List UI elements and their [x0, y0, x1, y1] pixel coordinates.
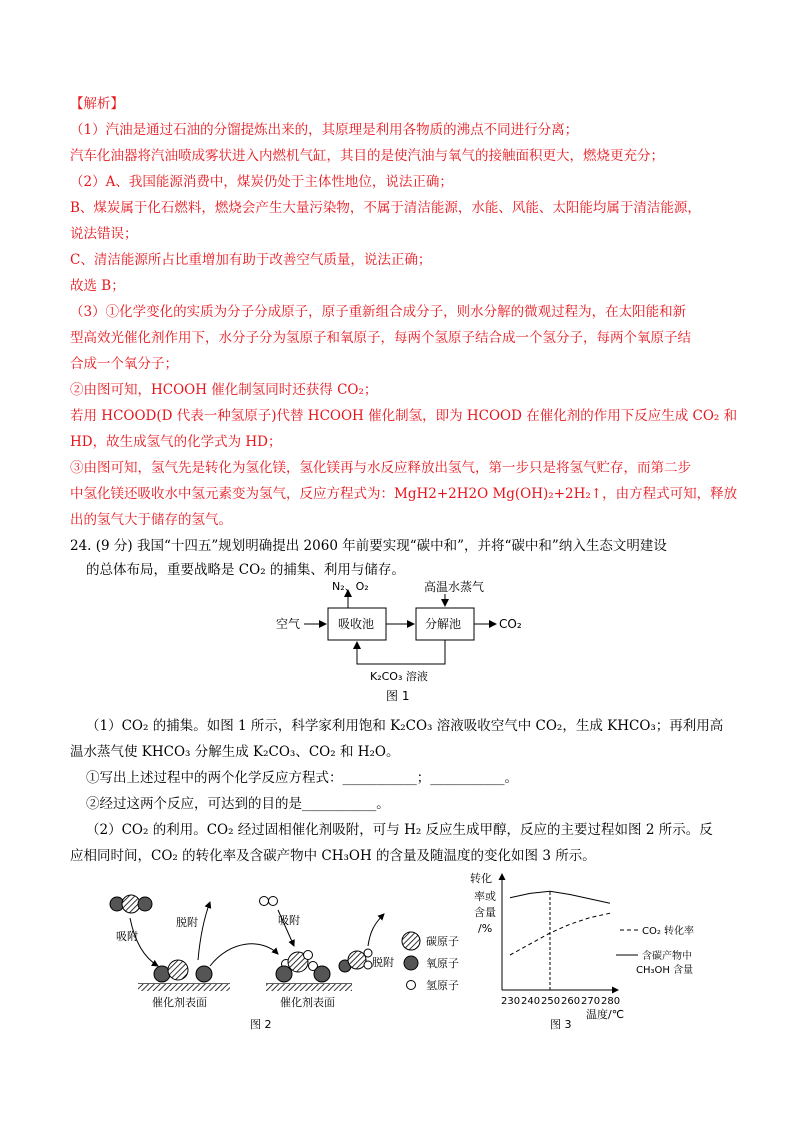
analysis-line: 中氢化镁还吸收水中氢元素变为氢气，反应方程式为：MgH2+2H2O Mg(OH)₂+2H₂↑，由方程式可知，释放 [70, 486, 738, 502]
fig3-x-tick-label: 240 [521, 996, 541, 1007]
fig1-n2o2-label: N₂、O₂ [332, 580, 369, 593]
analysis-line: ②由图可知，HCOOH 催化制氢同时还获得 CO₂； [70, 382, 378, 398]
fig3-series-co2 [510, 913, 610, 955]
figure-1-flow-diagram [270, 578, 550, 708]
analysis-line: HD，故生成氢气的化学式为 HD； [70, 434, 282, 450]
analysis-line: B、煤炭属于化石燃料，燃烧会产生大量污染物，不属于清洁能源，水能、风能、太阳能均属于清洁能源， [70, 200, 701, 216]
fig1-caption: 图 1 [386, 689, 410, 703]
analysis-line: （1）汽油是通过石油的分馏提炼出来的，其原理是利用各物质的沸点不同进行分离； [70, 122, 579, 138]
analysis-line: 故选 B； [70, 278, 125, 294]
analysis-line: （3）①化学变化的实质为分子分成原子，原子重新组合成分子，则水分解的微观过程为，在太阳能和新 [70, 304, 687, 320]
analysis-line: 若用 HCOOD(D 代表一种氢原子)代替 HCOOH 催化制氢，即为 HCOOD 在催化剂的作用下反应生成 CO₂ 和 [70, 408, 738, 424]
fig1-decomposer-label: 分解池 [425, 617, 462, 631]
sub1-question-2: ②经过这两个反应，可达到的目的是___________。 [86, 796, 390, 812]
fig3-caption: 图 3 [550, 1018, 572, 1031]
question-line: 的总体布局，重要战略是 CO₂ 的捕集、利用与储存。 [86, 562, 405, 578]
fig2-legend-hydrogen: 氢原子 [426, 979, 459, 992]
fig1-co2-label: CO₂ [499, 617, 522, 631]
sub2-line: （2）CO₂ 的利用。CO₂ 经过固相催化剂吸附，可与 H₂ 反应生成甲醇，反应的主要过程如图 2 所示。反 [86, 822, 713, 838]
analysis-line: C、清洁能源所占比重增加有助于改善空气质量，说法正确； [70, 252, 432, 268]
fig1-air-label: 空气 [276, 617, 301, 631]
sub2-line: 应相同时间，CO₂ 的转化率及含碳产物中 CH₃OH 的含量及随温度的变化如图 3 所示。 [70, 848, 596, 864]
analysis-line: 出的氢气大于储存的氢气。 [70, 512, 232, 528]
sub1-line: （1）CO₂ 的捕集。如图 1 所示，科学家利用饱和 K₂CO₃ 溶液吸收空气中 CO₂，生成 KHCO₃；再利用高 [86, 718, 724, 734]
fig2-legend-oxygen: 氧原子 [426, 957, 459, 970]
fig3-x-tick-label: 270 [581, 996, 601, 1007]
analysis-line: （2）A、我国能源消费中，煤炭仍处于主体性地位，说法正确； [70, 174, 453, 190]
fig3-series-ch3oh [510, 891, 610, 903]
fig1-absorber-label: 吸收池 [338, 617, 375, 631]
analysis-line: 汽车化油器将汽油喷成雾状进入内燃机气缸，其目的是使汽油与氧气的接触面积更大，燃烧更充分； [70, 148, 664, 164]
sub1-question-1: ①写出上述过程中的两个化学反应方程式：___________；___________。 [86, 770, 518, 786]
fig2-adsorb-label-1: 吸附 [116, 930, 138, 943]
fig3-ylabel-2: 率或 [474, 890, 496, 903]
fig3-ylabel-3: 含量 [474, 906, 496, 919]
analysis-line: 说法错误； [70, 226, 138, 242]
analysis-line: ③由图可知，氢气先是转化为氢化镁，氢化镁再与水反应释放出氢气，第一步只是将氢气贮存，而第二步 [70, 460, 691, 476]
fig3-xlabel: 温度/℃ [586, 1008, 625, 1021]
fig2-legend-carbon: 碳原子 [426, 935, 459, 948]
fig3-ylabel-1: 转化 [470, 872, 492, 885]
fig3-legend-ch3oh-2: CH₃OH 含量 [636, 965, 694, 976]
fig3-x-tick-label: 260 [561, 996, 581, 1007]
fig2-desorb-label-1: 脱附 [176, 916, 198, 929]
fig2-adsorb-label-2: 吸附 [278, 914, 300, 927]
analysis-line: 型高效光催化剂作用下，水分子分为氢原子和氧原子，每两个氢原子结合成一个氢分子，每两个氧原子结 [70, 330, 691, 346]
fig2-desorb-label-2: 脱附 [372, 956, 394, 969]
fig3-ylabel-4: /% [478, 922, 493, 935]
fig1-steam-label: 高温水蒸气 [424, 580, 485, 594]
sub1-line: 温水蒸气使 KHCO₃ 分解生成 K₂CO₃、CO₂ 和 H₂O。 [70, 744, 400, 760]
fig3-x-tick-label: 250 [541, 996, 561, 1007]
fig2-surface-label-2: 催化剂表面 [280, 996, 335, 1009]
fig3-legend-co2: CO₂ 转化率 [642, 926, 695, 937]
figure-2-adsorption-diagram [100, 868, 480, 1038]
fig2-surface-label-1: 催化剂表面 [152, 996, 207, 1009]
fig3-x-tick-label: 280 [601, 996, 621, 1007]
question-line: 24. (9 分) 我国“十四五”规划明确提出 2060 年前要实现“碳中和”，并将“碳中和”纳入生态文明建设 [70, 538, 667, 554]
figure-3-line-chart [470, 868, 720, 1036]
fig3-x-tick-label: 230 [501, 996, 521, 1007]
analysis-heading: 【解析】 [70, 96, 124, 112]
fig1-k2co3-label: K₂CO₃ 溶液 [370, 670, 428, 683]
fig3-legend-ch3oh-1: 含碳产物中 [642, 951, 692, 962]
analysis-line: 合成一个氧分子； [70, 356, 178, 372]
fig2-caption: 图 2 [250, 1018, 272, 1031]
